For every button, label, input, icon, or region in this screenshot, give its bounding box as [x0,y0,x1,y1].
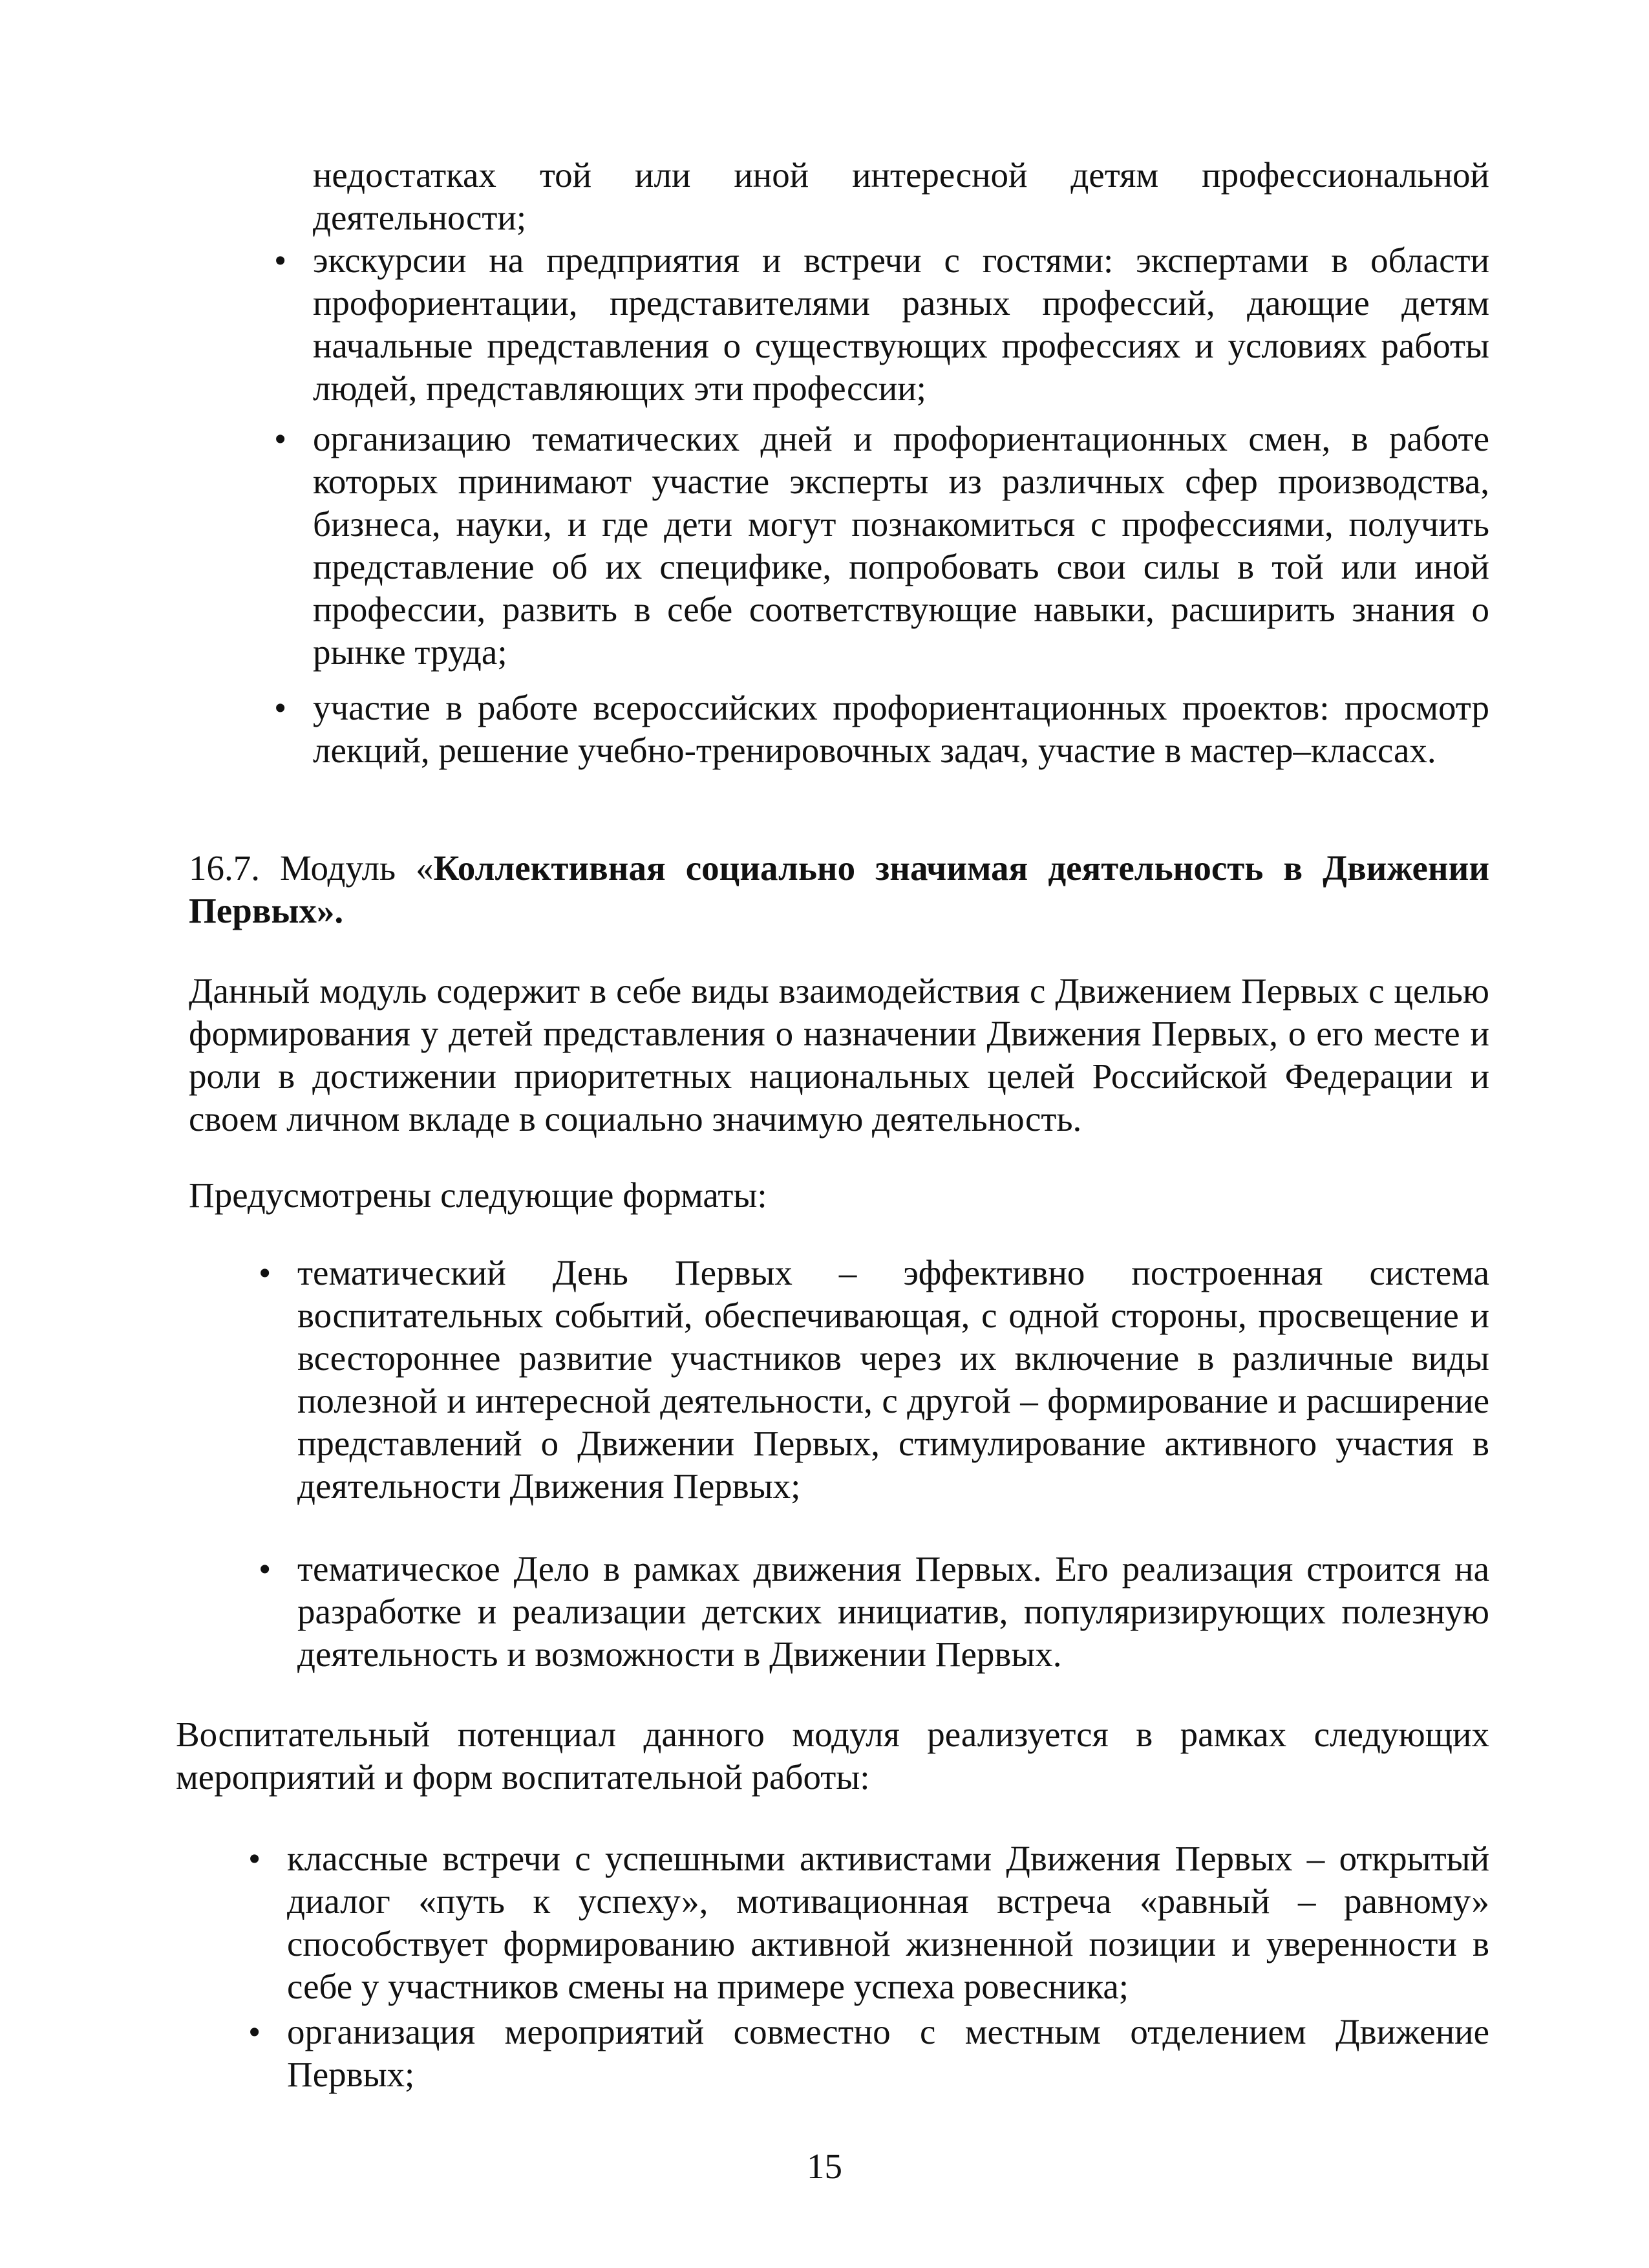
bullet-icon: • [274,688,287,727]
module-heading [189,847,1489,932]
list-item: тематическое Дело в рамках движения Первых. Его реализация строится на разработке и реализации детских инициатив, популяризирующих полезную деятельность и возможности в Движении Первых. [297,1549,1489,1674]
list-item: экскурсии на предприятия и встречи с гостями: экспертами в области профориентации, представителями разных профессий, дающие детям начальные представления о существующих профессиях и условиях работы людей, представляющих эти профессии; [313,241,1489,408]
bullet-icon: • [248,2012,261,2051]
list-item-continuation: недостатках той или иной интересной детям профессиональной деятельности; [313,155,1489,237]
list-item: организация мероприятий совместно с местным отделением Движение Первых; [287,2012,1489,2094]
list-item: тематический День Первых – эффективно построенная система воспитательных событий, обеспечивающая, с одной стороны, просвещение и всестороннее развитие участников через их включение в различные виды полезной и интересной деятельности, с другой – формирование и расширение представлений о Движении Первых, стимулирование активного участия в деятельности Движения Первых; [297,1253,1489,1506]
bullet-icon: • [259,1253,271,1292]
bullet-icon: • [274,419,287,458]
bullet-icon: • [248,1839,261,1878]
module-intro-paragraph: Данный модуль содержит в себе виды взаимодействия с Движением Первых с целью формирования у детей представления о назначении Движения Первых, о его месте и роли в достижении приоритетных национальных целей Российской Федерации и своем личном вкладе в социально значимую деятельность. [189,971,1489,1139]
module-title: Коллективная социально значимая деятельность в Движении Первых». [189,848,1490,930]
formats-lead: Предусмотрены следующие форматы: [189,1175,767,1215]
list-item: классные встречи с успешными активистами Движения Первых – открытый диалог «путь к успеху», мотивационная встреча «равный – равному» способствует формированию активной жизненной позиции и уверенности в себе у участников смены на примере успеха ровесника; [287,1839,1489,2006]
bullet-icon: • [274,241,287,280]
potential-lead: Воспитательный потенциал данного модуля реализуется в рамках следующих мероприятий и форм воспитательной работы: [176,1715,1489,1797]
list-item: участие в работе всероссийских профориентационных проектов: просмотр лекций, решение учебно-тренировочных задач, участие в мастер–классах. [313,688,1489,770]
list-item: организацию тематических дней и профориентационных смен, в работе которых принимают участие эксперты из различных сфер производства, бизнеса, науки, и где дети могут познакомиться с профессиями, получить представление об их специфике, попробовать свои силы в той или иной профессии, развить в себе соответствующие навыки, расширить знания о рынке труда; [313,419,1489,672]
bullet-icon: • [259,1549,271,1589]
module-number: 16.7. Модуль « [189,848,434,888]
page-number: 15 [807,2146,842,2186]
